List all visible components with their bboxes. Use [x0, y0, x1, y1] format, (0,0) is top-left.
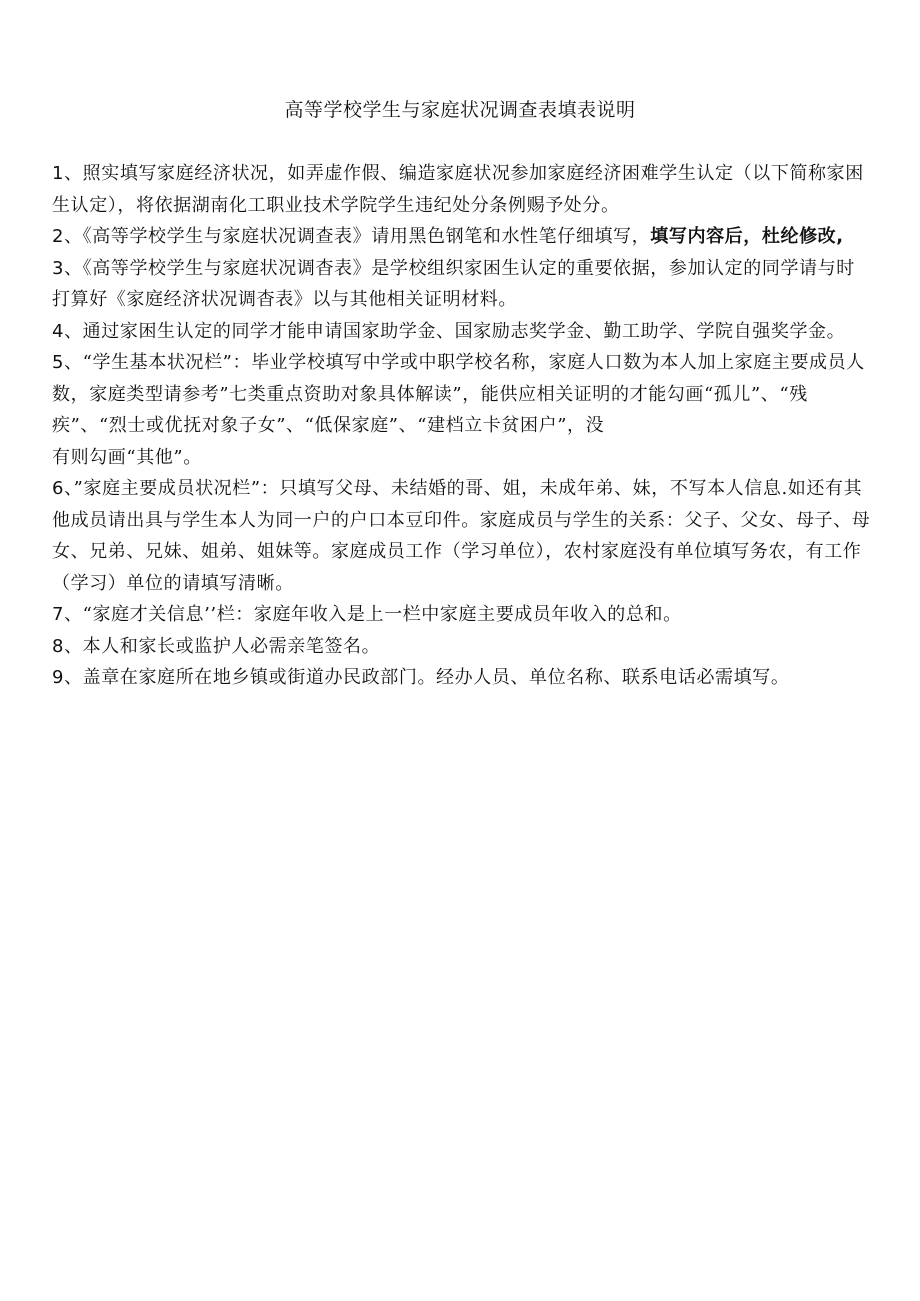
item-number: 5	[52, 352, 65, 373]
instruction-item-2	[52, 221, 872, 253]
item-text-continuation: 有则勾画“其他”。	[52, 446, 202, 468]
item-text: 、盖章在家庭所在地乡镇或街道办民政部门。经办人员、单位名称、联系电话必需填写。	[64, 667, 790, 688]
item-number: 1	[52, 163, 65, 184]
item-number: 8	[52, 635, 65, 657]
item-text: 、《高等学校学生与家庭状况调查表》请用黑色钢笔和水性笔仔细填写，	[64, 226, 651, 247]
item-number: 4	[52, 320, 65, 342]
item-text: 、照实填写家庭经济状况，如弄虚作假、编造家庭状况参加家庭经济困难学生认定（以下简称家困生认定），将依据湖南化工职业技术学院学生违纪处分条例赐予处分。	[52, 163, 864, 216]
item-text: 、本人和家长或监护人必需亲笔签名。	[64, 635, 381, 657]
instruction-item-5	[52, 347, 872, 473]
instruction-item-7	[52, 599, 872, 631]
instruction-list	[52, 158, 872, 694]
item-number: 6	[52, 478, 65, 499]
instruction-item-6	[52, 473, 872, 599]
instruction-item-4	[52, 316, 872, 348]
instruction-item-8	[52, 631, 872, 663]
item-text: 、“学生基本状况栏”：毕业学校填写中学或中职学校名称，家庭人口数为本人加上家庭主要成员人数，家庭类型请参考”七类重点资助对象具体解读”，能供应相关证明的才能勾画“孤儿”、“残疾”、“烈士或优抚对象子女”、“低保家庭”、“建档立卡贫困户”，没	[52, 352, 865, 436]
item-number: 9	[52, 667, 65, 688]
instruction-item-1	[52, 158, 872, 221]
item-text: 、“家庭才关信息’’栏：家庭年收入是上一栏中家庭主要成员年收入的总和。	[64, 604, 682, 625]
item-bold-text: 填写内容后，杜纶修改,	[650, 226, 844, 247]
instruction-item-9	[52, 662, 872, 694]
item-text: 、《高等学校学生与家庭状况调杳表》是学校组织家困生认定的重要依据，参加认定的同学请与时打算好《家庭经济状况调杳表》以与其他相关证明材料。	[52, 257, 855, 310]
item-number: 3	[52, 257, 65, 279]
item-number: 2	[52, 226, 65, 247]
document-title: 高等学校学生与家庭状况调查表填表说明	[284, 99, 636, 121]
instruction-item-3	[52, 253, 872, 316]
item-text: 、通过家困生认定的同学才能申请国家助学金、国家励志奖学金、勤工助学、学院自强奖学金。	[64, 320, 846, 342]
item-text: 、”家庭主要成员状况栏”：只填写父母、未结婚的哥、姐，未成年弟、妹，不写本人信息.如还有其他成员请出具与学生本人为同一户的户口本豆印件。家庭成员与学生的关系：父子、父女、母子、母女、兄弟、兄妹、姐弟、姐妹等。家庭成员工作（学习单位），农村家庭没有单位填写务农，有工作（学习）单位的请填写清晰。	[52, 478, 871, 594]
item-number: 7	[52, 604, 65, 625]
